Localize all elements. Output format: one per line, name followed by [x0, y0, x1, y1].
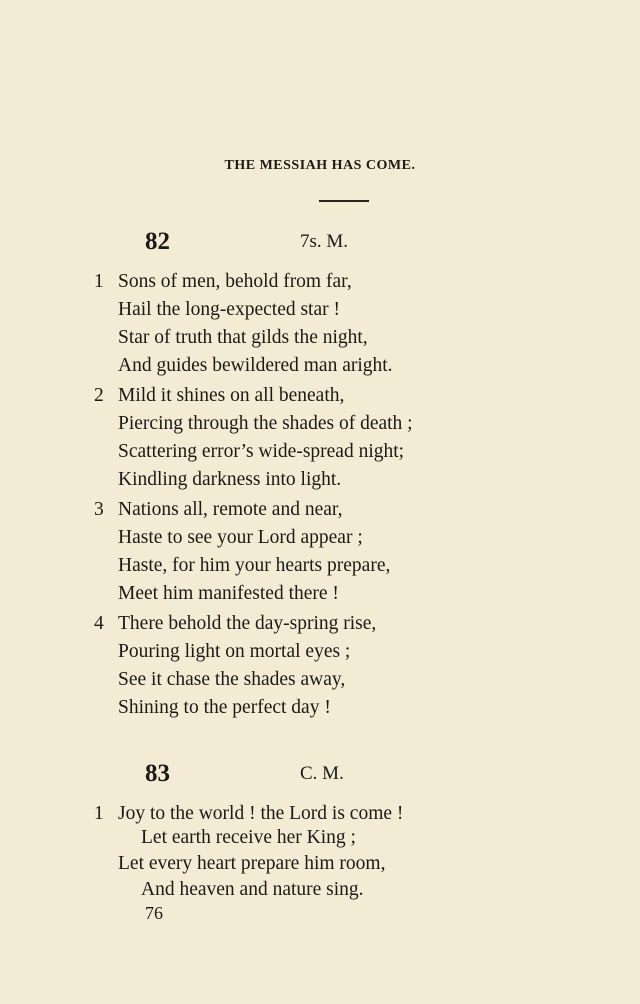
verse-line: Pouring light on mortal eyes ; [118, 641, 351, 662]
running-head: THE MESSIAH HAS COME. [224, 158, 416, 173]
verse-line: See it chase the shades away, [118, 669, 346, 690]
verse-line: Star of truth that gilds the night, [118, 327, 368, 348]
verse-line: Haste, for him your hearts prepare, [118, 555, 391, 576]
verse-line: Scattering error’s wide-spread night; [118, 441, 405, 462]
verse-line: Shining to the perfect day ! [118, 697, 331, 718]
stanza-number: 1 [94, 803, 104, 824]
verse-line: Nations all, remote and near, [118, 499, 343, 520]
hymn-header [0, 228, 640, 258]
hymn-number: 83 [145, 760, 170, 787]
verse-line: Hail the long-expected star ! [118, 299, 340, 320]
verse-line: Sons of men, behold from far, [118, 271, 352, 292]
hymn-meter: 7s. M. [300, 231, 349, 252]
stanza-number: 4 [94, 613, 104, 634]
stanza-number: 1 [94, 271, 104, 292]
page-number: 76 [145, 903, 163, 923]
stanza-number: 2 [94, 385, 104, 406]
title-rule [319, 200, 369, 202]
verse-line: Let every heart prepare him room, [118, 853, 386, 874]
verse-line: Piercing through the shades of death ; [118, 413, 413, 434]
verse-line: Kindling darkness into light. [118, 469, 342, 490]
verse-line: There behold the day-spring rise, [118, 613, 377, 634]
hymn-meter: C. M. [300, 763, 344, 784]
verse-line: Meet him manifested there ! [118, 583, 339, 604]
verse-line: Haste to see your Lord appear ; [118, 527, 363, 548]
stanza-number: 3 [94, 499, 104, 520]
verse-line: And guides bewildered man aright. [118, 355, 393, 376]
hymn-header [0, 760, 640, 790]
verse-line: Joy to the world ! the Lord is come ! [118, 803, 404, 824]
verse-line: Let earth receive her King ; [141, 827, 356, 848]
verse-line: Mild it shines on all beneath, [118, 385, 345, 406]
verse-line: And heaven and nature sing. [141, 879, 364, 900]
hymn-number: 82 [145, 228, 170, 255]
